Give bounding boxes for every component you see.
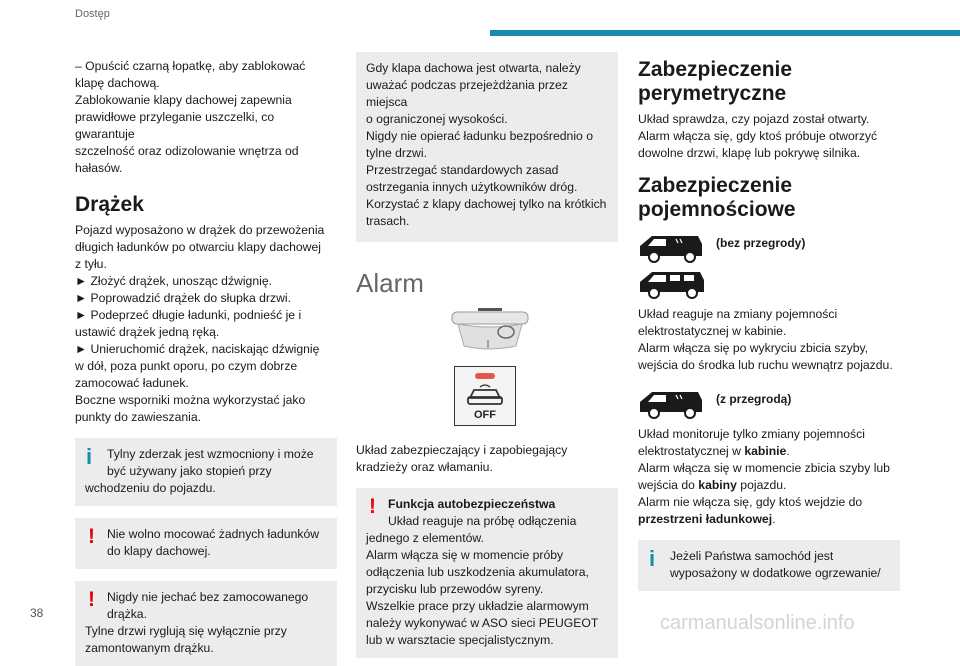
warning-box — [356, 488, 618, 658]
text-line: ► Unieruchomić drążek, naciskając dźwignię — [75, 342, 320, 356]
text-line: należy wykonywać w ASO sieci PEUGEOT — [366, 616, 599, 630]
text-line: – Opuścić czarną łopatkę, aby zablokować — [75, 59, 306, 73]
note-box — [356, 52, 618, 242]
text-fragment: elektrostatycznej w — [638, 444, 745, 458]
text-line: Układ zabezpieczający i zapobiegający — [356, 443, 568, 457]
text-line: Jeżeli Państwa samochód jest — [670, 549, 834, 563]
text-line: hałasów. — [75, 161, 123, 175]
warning-box — [75, 518, 337, 569]
van-icon — [638, 268, 706, 300]
text-line: Przestrzegać standardowych zasad — [366, 163, 559, 177]
off-label: OFF — [474, 409, 496, 421]
text-line: Tylne drzwi ryglują się wyłącznie przy — [85, 624, 287, 638]
column-1 — [75, 58, 337, 666]
section-label: Dostęp — [75, 8, 110, 20]
text-line: lub w warsztacie specjalistycznym. — [366, 633, 554, 647]
text-line: Alarm włącza się w momencie próby — [366, 548, 564, 562]
text-line: Alarm włącza się po wykryciu zbicia szyby, — [638, 341, 869, 355]
text-line: kradzieży oraz włamaniu. — [356, 460, 493, 474]
van-variant-row — [638, 232, 900, 264]
text-line: Alarm włącza się w momencie zbicia szyby lub — [638, 461, 890, 475]
text-line: z tyłu. — [75, 257, 107, 271]
text-line: wejścia do środka lub ruchu wewnątrz pojazdu. — [638, 358, 893, 372]
text-line: prawidłowe przyleganie uszczelki, co gwarantuje — [75, 110, 275, 141]
text-line: Układ reaguje na próbę odłączenia — [388, 514, 577, 528]
text-fragment: wejścia do — [638, 478, 699, 492]
bold-term: kabinie — [744, 444, 787, 458]
text-line: Zablokowanie klapy dachowej zapewnia — [75, 93, 292, 107]
text-line: ► Złożyć drążek, unosząc dźwignię. — [75, 274, 272, 288]
info-icon: i — [649, 546, 656, 571]
section-heading: pojemnościowe — [638, 198, 796, 221]
section-heading: Zabezpieczenie — [638, 174, 793, 197]
warning-icon: ! — [88, 525, 95, 548]
text-line: tylne drzwi. — [366, 146, 427, 160]
text-line: wyposażony w dodatkowe ogrzewanie/ — [670, 566, 881, 580]
text-line: Gdy klapa dachowa jest otwarta, należy — [366, 61, 581, 75]
text-line: o ograniczonej wysokości. — [366, 112, 508, 126]
text-line: ► Poprowadzić drążek do słupka drzwi. — [75, 291, 291, 305]
text-line: Alarm nie włącza się, gdy ktoś wejdzie do — [638, 495, 863, 509]
van-variant-row — [638, 268, 900, 300]
text-line: Boczne wsporniki można wykorzystać jako — [75, 393, 306, 407]
text-line: Tylny zderzak jest wzmocniony i może — [107, 447, 314, 461]
text-line: odłączenia lub uszkodzenia akumulatora, — [366, 565, 589, 579]
text-line: Nigdy nie jechać bez zamocowanego — [107, 590, 309, 604]
text-line: Układ monitoruje tylko zmiany pojemności — [638, 427, 865, 441]
van-icon — [638, 388, 706, 420]
van-variant-label: (z przegrodą) — [716, 392, 792, 406]
bold-term: przestrzeni ładunkowej — [638, 512, 773, 526]
warning-icon: ! — [369, 495, 376, 518]
text-fragment: . — [786, 444, 790, 458]
section-heading: Zabezpieczenie — [638, 58, 793, 81]
text-line: drążka. — [107, 607, 147, 621]
text-line: ostrzegania innych użytkowników dróg. — [366, 180, 578, 194]
watermark: carmanualsonline.info — [660, 612, 855, 634]
accent-bar — [490, 30, 960, 36]
rear-mirror-icon — [450, 308, 530, 356]
info-box — [638, 540, 900, 591]
text-line: Nigdy nie opierać ładunku bezpośrednio o — [366, 129, 593, 143]
warning-icon: ! — [88, 588, 95, 611]
box-subheading: Funkcja autobezpieczeństwa — [388, 497, 556, 511]
text-line: długich ładunków po otwarciu klapy dachowej — [75, 240, 321, 254]
text-line: być używany jako stopień przy — [107, 464, 272, 478]
section-heading: perymetryczne — [638, 82, 787, 105]
text-line: ustawić drążek jedną ręką. — [75, 325, 220, 339]
text-line: dowolne drzwi, klapę lub pokrywę silnika. — [638, 146, 861, 160]
text-line: ► Podeprzeć długie ładunki, podnieść je i — [75, 308, 302, 322]
text-line: Układ sprawdza, czy pojazd został otwarty. — [638, 112, 870, 126]
text-line: Układ reaguje na zmiany pojemności — [638, 307, 838, 321]
info-box — [75, 438, 337, 506]
text-line: przycisku lub przewodów syreny. — [366, 582, 544, 596]
van-icon — [638, 232, 706, 264]
page-number: 38 — [30, 606, 44, 620]
column-2 — [356, 58, 618, 658]
text-line — [638, 477, 900, 494]
text-line: Wszelkie prace przy układzie alarmowym — [366, 599, 589, 613]
column-3 — [638, 58, 900, 591]
text-line: szczelność oraz odizolowanie wnętrza od — [75, 144, 299, 158]
text-line: zamocować ładunek. — [75, 376, 189, 390]
text-line: zamontowanym drążku. — [85, 641, 214, 655]
text-fragment: pojazdu. — [736, 478, 787, 492]
text-line — [638, 443, 900, 460]
section-heading: Drążek — [75, 193, 144, 216]
text-line: w dół, poza punkt oporu, po czym dobrze — [75, 359, 298, 373]
text-line: elektrostatycznej w kabinie. — [638, 324, 787, 338]
text-line: do klapy dachowej. — [107, 544, 211, 558]
text-line: uważać podczas przejeżdżania przez miejsca — [366, 78, 568, 109]
text-line: punkty do zawieszania. — [75, 410, 202, 424]
info-icon: i — [86, 444, 93, 469]
text-line: Korzystać z klapy dachowej tylko na krótkich — [366, 197, 607, 211]
text-line: Nie wolno mocować żadnych ładunków — [107, 527, 320, 541]
text-line: jednego z elementów. — [366, 531, 484, 545]
section-heading: Alarm — [356, 268, 424, 298]
text-line: klapę dachową. — [75, 76, 160, 90]
van-variant-row — [638, 388, 900, 420]
text-fragment: . — [772, 512, 776, 526]
warning-box — [75, 581, 337, 666]
text-line: wchodzeniu do pojazdu. — [85, 481, 216, 495]
text-line: Pojazd wyposażono w drążek do przewożenia — [75, 223, 325, 237]
text-line: Alarm włącza się, gdy ktoś próbuje otworzyć — [638, 129, 878, 143]
text-line: trasach. — [366, 214, 410, 228]
bold-term: kabiny — [698, 478, 737, 492]
alarm-off-icon — [454, 366, 516, 426]
van-variant-label: (bez przegrody) — [716, 236, 806, 250]
text-line — [638, 511, 900, 528]
